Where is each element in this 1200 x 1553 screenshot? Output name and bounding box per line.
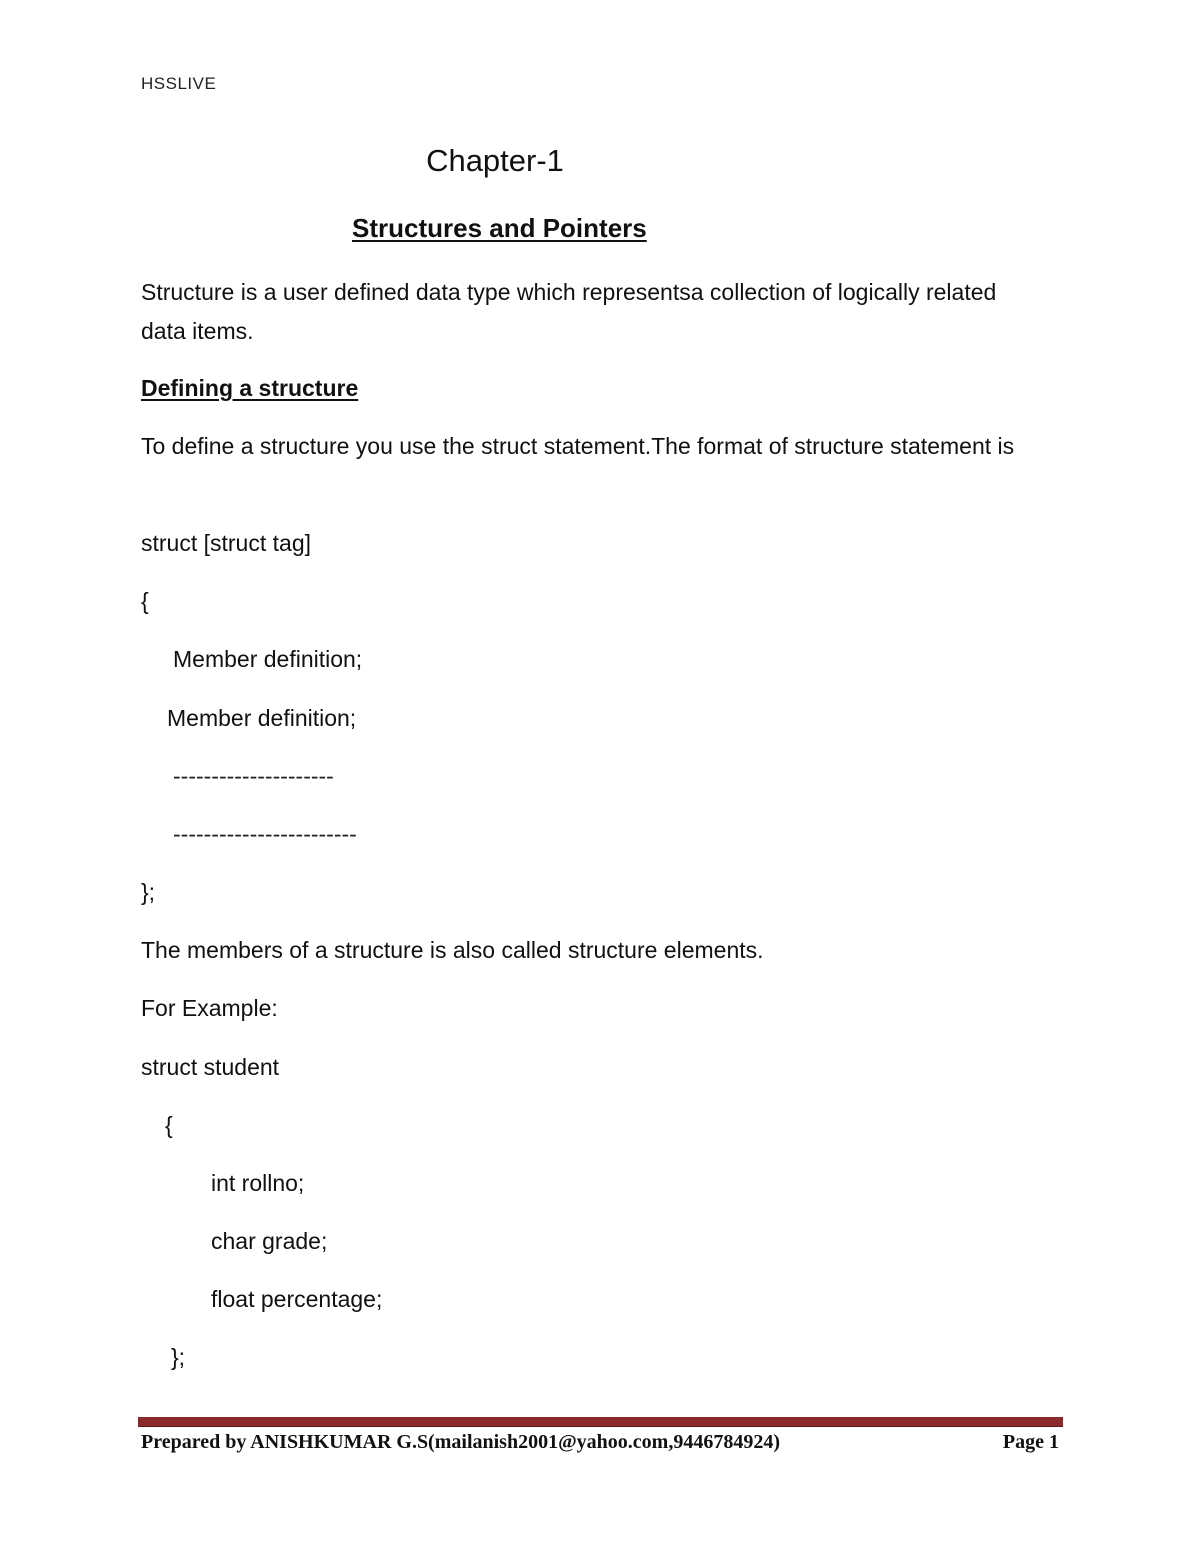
syntax-struct-line: struct [struct tag] [141, 530, 311, 556]
example-field-percentage: float percentage; [211, 1286, 383, 1312]
syntax-dashes-2: ------------------------ [173, 821, 357, 847]
example-open-brace: { [165, 1112, 173, 1138]
page-title: Structures and Pointers [352, 213, 647, 243]
example-field-grade: char grade; [211, 1228, 328, 1254]
section-description: To define a structure you use the struct statement.The format of structure statement is [141, 433, 1015, 459]
syntax-dashes-1: --------------------- [173, 763, 334, 789]
example-close-brace: }; [171, 1344, 186, 1370]
page-header-source: HSSLIVE [141, 74, 217, 93]
syntax-open-brace: { [141, 588, 149, 614]
example-label: For Example: [141, 995, 278, 1021]
syntax-member-1: Member definition; [173, 646, 363, 672]
syntax-close-brace: }; [141, 879, 156, 905]
footer-prepared-by: Prepared by ANISHKUMAR G.S(mailanish2001@yahoo.com,9446784924) [141, 1431, 781, 1453]
example-struct-line: struct student [141, 1054, 280, 1080]
footer-page-number: Page 1 [1002, 1431, 1059, 1453]
members-note: The members of a structure is also called structure elements. [141, 937, 764, 963]
footer-rule [138, 1417, 1063, 1427]
example-field-rollno: int rollno; [211, 1170, 305, 1196]
chapter-label: Chapter-1 [426, 143, 564, 178]
section-heading: Defining a structure [141, 375, 359, 401]
intro-paragraph: Structure is a user defined data type which representsa collection of logically related data items. [141, 279, 997, 344]
syntax-member-2: Member definition; [167, 705, 357, 731]
